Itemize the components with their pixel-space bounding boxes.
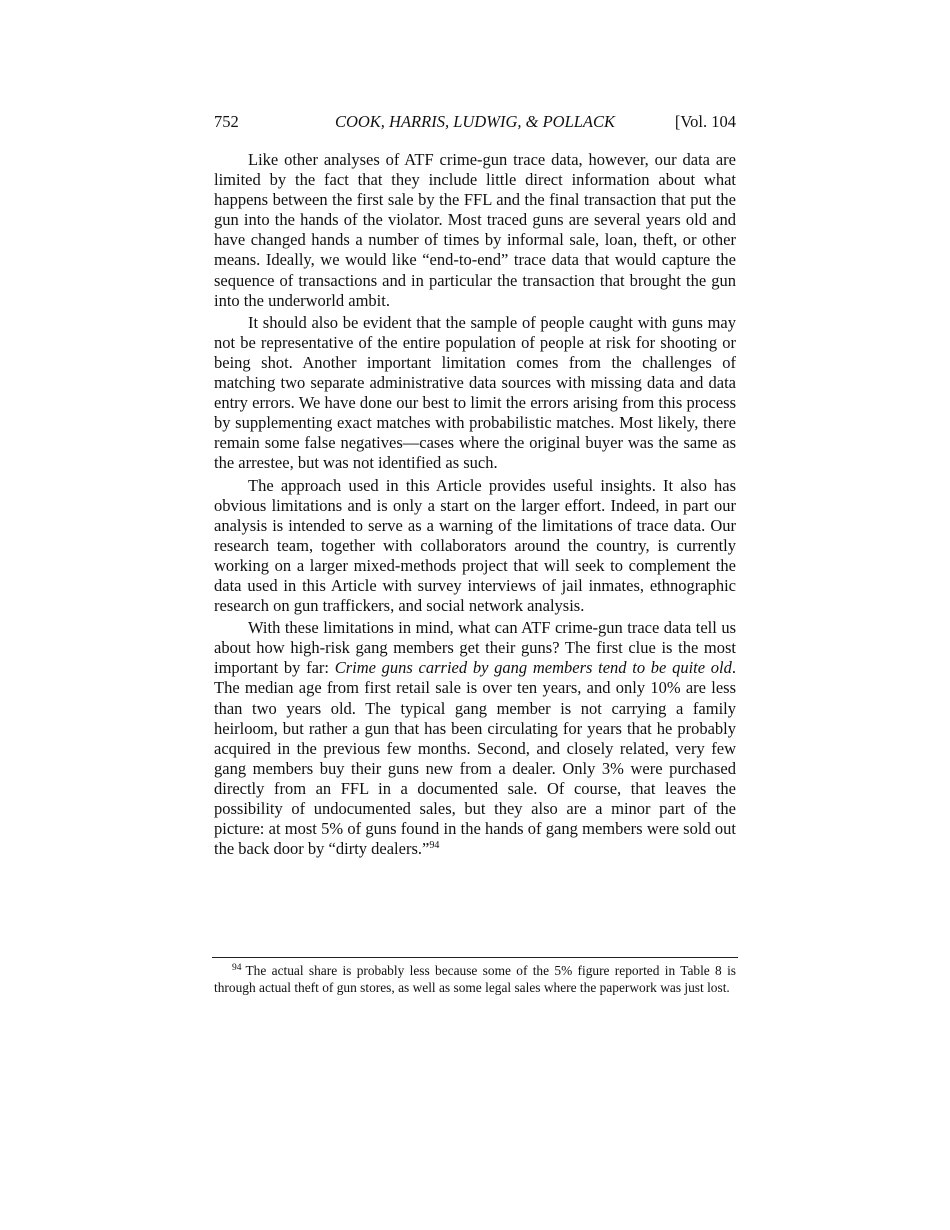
paragraph-4 <box>214 618 736 859</box>
page-number: 752 <box>214 112 239 131</box>
paragraph-1: Like other analyses of ATF crime-gun trace data, however, our data are limited by the fact that they include little direct information about what happens between the first sale by the FFL and the final transaction that put the gun into the hands of the violator. Most traced guns are several years old and have changed hands a number of times by informal sale, loan, theft, or other means. Ideally, we would like “end-to-end” trace data that would capture the sequence of transactions and in particular the transaction that brought the gun into the underworld ambit. <box>214 150 736 310</box>
running-head-authors: COOK, HARRIS, LUDWIG, & POLLACK <box>334 112 616 131</box>
paragraph-2: It should also be evident that the sample of people caught with guns may not be representative of the entire population of people at risk for shooting or being shot. Another important limitation comes from the challenges of matching two separate administrative data sources with missing data and data entry errors. We have done our best to limit the errors arising from this process by supplementing exact matches with probabilistic matches. Most likely, there remain some false negatives—cases where the original buyer was the same as the arrestee, but was not identified as such. <box>214 312 736 473</box>
paragraph-4-part-a: With these limitations in mind, what can ATF crime-gun trace data tell us about how high-risk gang members get their guns? The first clue is the most important by far: <box>214 618 736 678</box>
page-content <box>214 110 736 861</box>
paragraph-4-emphasis: Crime guns carried by gang members tend to be quite old <box>334 658 732 678</box>
footnote-number: 94 <box>232 963 242 973</box>
footnote-text: The actual share is probably less because some of the 5% figure reported in Table 8 is through actual theft of gun stores, as well as some legal sales where the paperwork was just lost. <box>214 963 736 995</box>
footnote-94 <box>214 963 736 996</box>
volume-label: [Vol. 104 <box>674 112 736 131</box>
paragraph-3: The approach used in this Article provides useful insights. It also has obvious limitations and is only a start on the larger effort. Indeed, in part our analysis is intended to serve as a warning of the limitations of trace data. Our research team, together with collaborators around the country, is currently working on a larger mixed-methods project that will seek to complement the data used in this Article with survey interviews of jail inmates, ethnographic research on gun traffickers, and social network analysis. <box>214 475 736 616</box>
running-head <box>214 110 736 134</box>
footnotes <box>214 963 736 996</box>
footnote-divider <box>212 957 738 958</box>
footnote-reference[interactable]: 94 <box>429 840 440 852</box>
paragraph-4-part-b: . The median age from first retail sale is over ten years, and only 10% are less than two years old. The typical gang member is not carrying a family heirloom, but rather a gun that has been circulating for years that he probably acquired in the previous few months. Second, and closely related, very few gang members buy their guns new from a dealer. Only 3% were purchased directly from an FFL in a documented sale. Of course, that leaves the possibility of undocumented sales, but they also are a minor part of the picture: at most 5% of guns found in the hands of gang members were sold out the back door by “dirty dealers.” <box>214 658 736 859</box>
body-text <box>214 150 736 859</box>
